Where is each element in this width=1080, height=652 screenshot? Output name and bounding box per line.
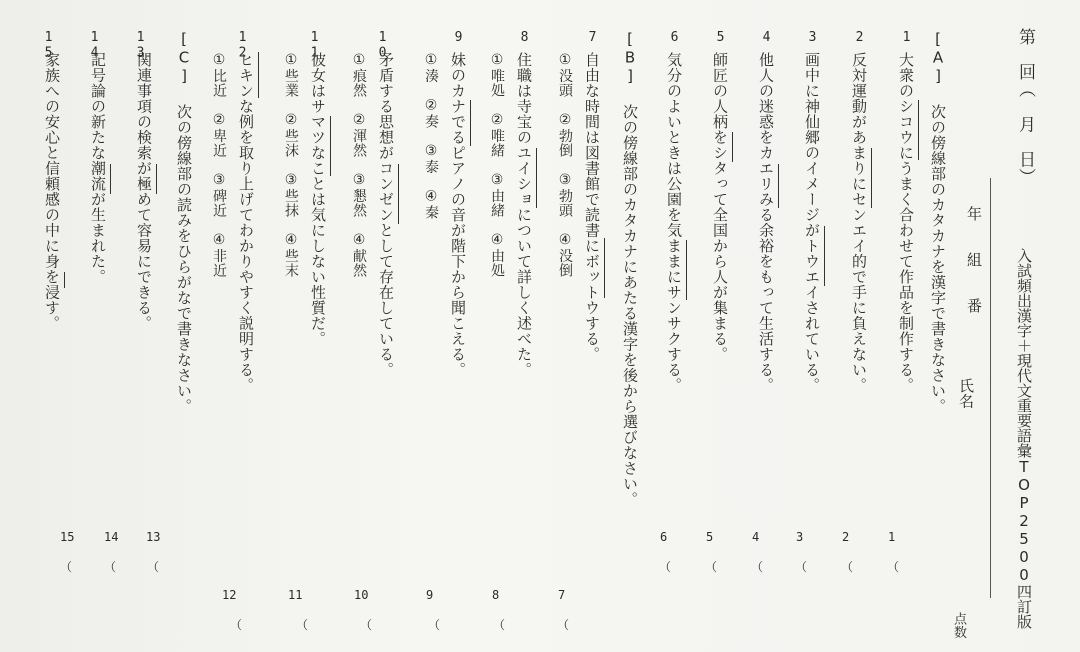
question-number: 3 xyxy=(805,30,820,46)
question-number: 2 xyxy=(852,30,867,46)
question-number: 13 xyxy=(133,30,148,61)
class-label: 組 xyxy=(965,252,983,268)
name-label: 氏名 xyxy=(957,378,975,409)
question-text: 矛盾する思想がコンゼンとして存在している。 xyxy=(377,52,395,378)
underline-mark xyxy=(824,226,825,286)
answer-number: 1 xyxy=(888,530,896,544)
answer-number: 11 xyxy=(288,588,303,602)
question-choices: ①湊 ②奏 ③泰 ④秦 xyxy=(423,52,439,220)
section-b-heading: [B] 次の傍線部のカタカナにあたる漢字を後から選びなさい。 xyxy=(621,30,639,507)
answer-number: 14 xyxy=(104,530,119,544)
header-divider xyxy=(990,178,991,598)
underline-mark xyxy=(686,240,687,300)
answer-paren: （ xyxy=(360,618,373,632)
underline-mark xyxy=(604,238,605,298)
question-text: 関連事項の検索が極めて容易にできる。 xyxy=(135,52,153,331)
answer-number: 9 xyxy=(426,588,434,602)
answer-number: 5 xyxy=(706,530,714,544)
question-choices: ①些業 ②些沫 ③些抹 ④些末 xyxy=(283,52,299,278)
underline-mark xyxy=(732,132,733,162)
question-text: 家族への安心と信頼感の中に身を浸す。 xyxy=(43,52,61,331)
question-choices: ①比近 ②卑近 ③碑近 ④非近 xyxy=(211,52,227,278)
underline-mark xyxy=(918,100,919,160)
question-text: 他人の迷惑をカエリみる余裕をもって生活する。 xyxy=(757,52,775,393)
score-label: 点数 xyxy=(951,612,966,639)
underline-mark xyxy=(871,148,872,208)
underline-mark xyxy=(778,164,779,208)
question-number: 12 xyxy=(235,30,250,61)
underline-mark xyxy=(470,100,471,146)
answer-number: 2 xyxy=(842,530,850,544)
question-number: 15 xyxy=(41,30,56,61)
question-choices: ①没頭 ②勃倒 ③勃頭 ④没倒 xyxy=(557,52,573,278)
year-label: 年 xyxy=(965,206,983,222)
question-number: 9 xyxy=(451,30,466,46)
question-text: 気分のよいときは公園を気ままにサンサクする。 xyxy=(665,52,683,393)
answer-paren: （ xyxy=(60,560,73,574)
answer-paren: （ xyxy=(147,560,160,574)
underline-mark xyxy=(536,148,537,208)
number-label: 番 xyxy=(965,298,983,314)
question-number: 7 xyxy=(585,30,600,46)
answer-paren: （ xyxy=(557,618,570,632)
answer-paren: （ xyxy=(296,618,309,632)
question-text: ヒキンな例を取り上げてわかりやすく説明する。 xyxy=(237,52,255,393)
question-text: 住職は寺宝のユイショについて詳しく述べた。 xyxy=(515,52,533,378)
answer-number: 13 xyxy=(146,530,161,544)
answer-paren: （ xyxy=(493,618,506,632)
question-number: 10 xyxy=(375,30,390,61)
question-number: 1 xyxy=(899,30,914,46)
answer-number: 3 xyxy=(796,530,804,544)
question-number: 4 xyxy=(759,30,774,46)
section-c-heading: [C] 次の傍線部の読みをひらがなで書きなさい。 xyxy=(175,30,193,414)
answer-number: 12 xyxy=(222,588,237,602)
header-date-line: 第 回（ 月 日） xyxy=(1015,28,1035,186)
answer-paren: （ xyxy=(428,618,441,632)
underline-mark xyxy=(110,164,111,194)
answer-paren: （ xyxy=(230,618,243,632)
question-number: 11 xyxy=(307,30,322,61)
question-choices: ①痕然 ②渾然 ③懇然 ④献然 xyxy=(351,52,367,278)
question-text: 記号論の新たな潮流が生まれた。 xyxy=(89,52,107,285)
answer-number: 15 xyxy=(60,530,75,544)
question-text: 自由な時間は図書館で読書にボットウする。 xyxy=(583,52,601,362)
answer-paren: （ xyxy=(751,560,764,574)
underline-mark xyxy=(330,116,331,176)
question-text: 画中に神仙郷のイメージがトウエイされている。 xyxy=(803,52,821,393)
answer-paren: （ xyxy=(659,560,672,574)
answer-number: 6 xyxy=(660,530,668,544)
answer-number: 4 xyxy=(752,530,760,544)
underline-mark xyxy=(398,164,399,224)
question-number: 14 xyxy=(87,30,102,61)
section-a-heading: [A] 次の傍線部のカタカナを漢字で書きなさい。 xyxy=(929,30,947,414)
answer-paren: （ xyxy=(104,560,117,574)
question-text: 師匠の人柄をシタって全国から人が集まる。 xyxy=(711,52,729,362)
question-choices: ①唯処 ②唯緒 ③由緒 ④由処 xyxy=(489,52,505,278)
question-text: 反対運動があまりにセンエイ的で手に負えない。 xyxy=(850,52,868,393)
answer-number: 10 xyxy=(354,588,369,602)
answer-number: 7 xyxy=(558,588,566,602)
question-text: 妹のカナでるピアノの音が階下から聞こえる。 xyxy=(449,52,467,378)
answer-paren: （ xyxy=(705,560,718,574)
answer-number: 8 xyxy=(492,588,500,602)
underline-mark xyxy=(64,272,65,288)
question-number: 6 xyxy=(667,30,682,46)
answer-paren: （ xyxy=(795,560,808,574)
answer-paren: （ xyxy=(887,560,900,574)
header-book-title: 入試頻出漢字＋現代文重要語彙TOP2500四訂版 xyxy=(1015,248,1033,629)
underline-mark xyxy=(156,164,157,194)
question-text: 彼女はサマツなことは気にしない性質だ。 xyxy=(309,52,327,347)
question-text: 大衆のシコウにうまく合わせて作品を制作する。 xyxy=(897,52,915,393)
underline-mark xyxy=(258,52,259,98)
question-number: 5 xyxy=(713,30,728,46)
question-number: 8 xyxy=(517,30,532,46)
answer-paren: （ xyxy=(841,560,854,574)
